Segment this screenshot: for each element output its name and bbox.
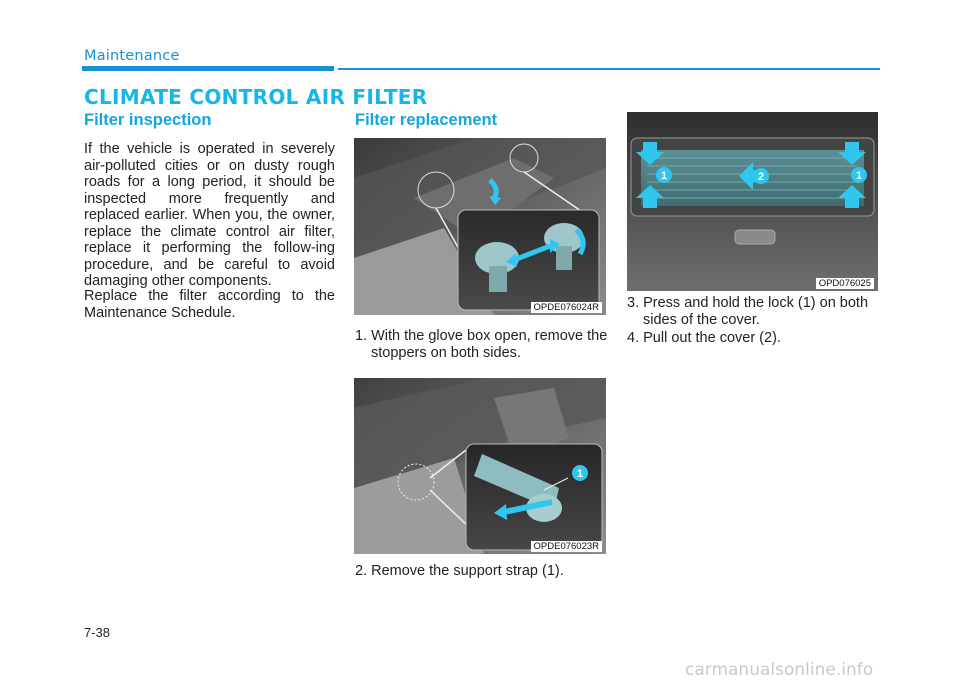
replacement-step-1: 1. With the glove box open, remove the stoppers on both sides. <box>355 328 608 361</box>
support-strap-illustration <box>354 378 606 554</box>
figure-code: OPD076025 <box>816 278 874 289</box>
figure-code: OPDE076024R <box>531 302 602 313</box>
header-rule-thin <box>338 68 880 70</box>
callout-cover: 2 <box>757 171 765 183</box>
callout-1: 1 <box>576 468 584 480</box>
replacement-step-3: 3. Press and hold the lock (1) on both sides of the cover. <box>627 295 869 328</box>
filter-replacement-heading: Filter replacement <box>355 111 498 129</box>
inspection-paragraph-2: Replace the filter according to the Maintenance Schedule. <box>84 288 335 321</box>
section-label: Maintenance <box>84 48 180 64</box>
figure-glovebox-stoppers <box>354 138 606 315</box>
replacement-step-2: 2. Remove the support strap (1). <box>355 563 564 579</box>
glovebox-stoppers-illustration <box>354 138 606 315</box>
replacement-step-4: 4. Pull out the cover (2). <box>627 330 781 346</box>
filter-cover-illustration <box>627 112 878 291</box>
figure-support-strap <box>354 378 606 554</box>
callout-lock-left: 1 <box>660 170 668 182</box>
figure-code: OPDE076023R <box>531 541 602 552</box>
callout-lock-right: 1 <box>855 170 863 182</box>
inspection-paragraph-1: If the vehicle is operated in severely air-polluted cities or on dusty rough roads for a long period, it should be inspected more frequently and replaced earlier. When you, the owner, replace the climate control air filter, replace it performing the follow-ing procedure, and be careful to avoid damaging other components. <box>84 141 335 289</box>
figure-filter-cover <box>627 112 878 291</box>
chapter-title: CLIMATE CONTROL AIR FILTER <box>84 85 428 109</box>
header-rule-thick <box>82 66 334 71</box>
filter-inspection-heading: Filter inspection <box>84 111 212 129</box>
watermark: carmanualsonline.info <box>685 660 874 680</box>
page-number: 7-38 <box>84 625 111 640</box>
